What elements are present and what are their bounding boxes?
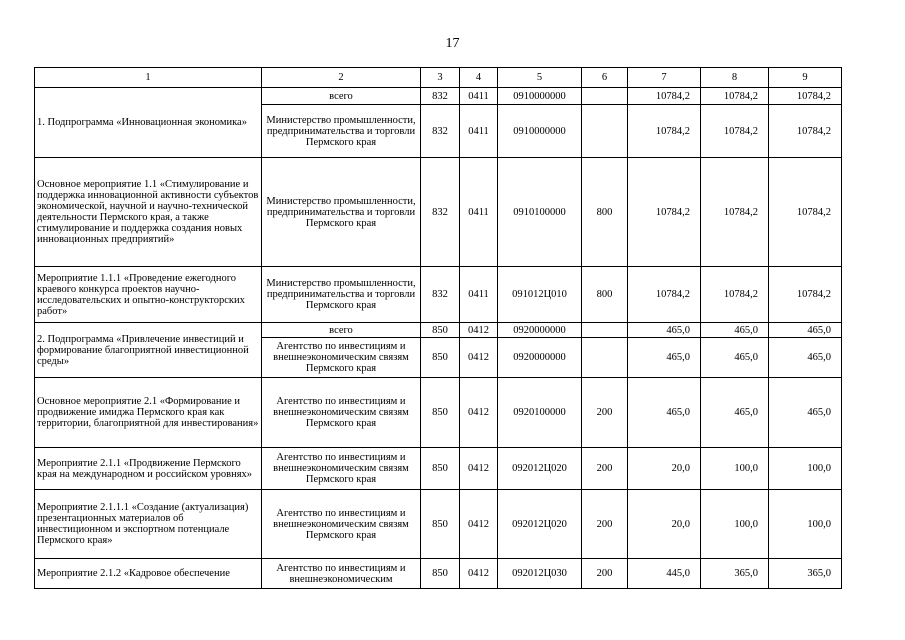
table-row bbox=[35, 158, 842, 267]
column-header: 5 bbox=[498, 68, 582, 88]
activity-title: Мероприятие 2.1.2 «Кадровое обеспечение bbox=[35, 559, 262, 589]
cell: 10784,2 bbox=[701, 88, 769, 105]
cell: 0920000000 bbox=[498, 323, 582, 338]
cell: 465,0 bbox=[628, 378, 701, 448]
cell: 465,0 bbox=[701, 323, 769, 338]
cell: 0910100000 bbox=[498, 158, 582, 267]
cell: 200 bbox=[582, 448, 628, 490]
subprogram-title: 1. Подпрограмма «Инновационная экономика» bbox=[35, 88, 262, 158]
cell: 20,0 bbox=[628, 448, 701, 490]
cell: 092012Ц020 bbox=[498, 490, 582, 559]
table-row bbox=[35, 267, 842, 323]
cell: 465,0 bbox=[769, 338, 842, 378]
responsible-cell: Министерство промышленности, предпринимательства и торговли Пермского края bbox=[262, 267, 421, 323]
cell: 10784,2 bbox=[769, 158, 842, 267]
responsible-cell: Агентство по инвестициям и внешнеэкономическим связям Пермского края bbox=[262, 378, 421, 448]
responsible-cell: Министерство промышленности, предпринимательства и торговли Пермского края bbox=[262, 158, 421, 267]
cell: 465,0 bbox=[701, 338, 769, 378]
column-header: 4 bbox=[460, 68, 498, 88]
column-header: 2 bbox=[262, 68, 421, 88]
cell: 0412 bbox=[460, 323, 498, 338]
cell: 091012Ц010 bbox=[498, 267, 582, 323]
responsible-cell: Агентство по инвестициям и внешнеэкономическим связям Пермского края bbox=[262, 448, 421, 490]
activity-title: Мероприятие 2.1.1 «Продвижение Пермского края на международном и российском уровнях» bbox=[35, 448, 262, 490]
column-header: 9 bbox=[769, 68, 842, 88]
activity-title: Основное мероприятие 2.1 «Формирование и продвижение имиджа Пермского края как территории, благоприятной для инвестирования» bbox=[35, 378, 262, 448]
cell: 10784,2 bbox=[628, 88, 701, 105]
cell: 10784,2 bbox=[701, 267, 769, 323]
cell: 0910000000 bbox=[498, 105, 582, 158]
cell: 10784,2 bbox=[628, 267, 701, 323]
cell: 100,0 bbox=[769, 490, 842, 559]
table-row bbox=[35, 323, 842, 338]
responsible-cell: всего bbox=[262, 323, 421, 338]
cell: 365,0 bbox=[701, 559, 769, 589]
cell: 200 bbox=[582, 490, 628, 559]
responsible-cell: Агентство по инвестициям и внешнеэкономическим связям Пермского края bbox=[262, 490, 421, 559]
cell: 0412 bbox=[460, 490, 498, 559]
cell: 0412 bbox=[460, 378, 498, 448]
cell: 0411 bbox=[460, 267, 498, 323]
cell: 850 bbox=[421, 448, 460, 490]
cell: 800 bbox=[582, 158, 628, 267]
column-header: 7 bbox=[628, 68, 701, 88]
cell: 850 bbox=[421, 378, 460, 448]
table-header-row bbox=[35, 68, 842, 88]
table-row bbox=[35, 378, 842, 448]
cell: 10784,2 bbox=[628, 105, 701, 158]
cell bbox=[582, 338, 628, 378]
cell: 465,0 bbox=[769, 378, 842, 448]
cell: 365,0 bbox=[769, 559, 842, 589]
cell: 465,0 bbox=[628, 323, 701, 338]
cell: 10784,2 bbox=[701, 158, 769, 267]
cell: 832 bbox=[421, 267, 460, 323]
cell: 850 bbox=[421, 338, 460, 378]
column-header: 8 bbox=[701, 68, 769, 88]
table-row bbox=[35, 490, 842, 559]
cell: 10784,2 bbox=[701, 105, 769, 158]
cell: 0412 bbox=[460, 448, 498, 490]
budget-table bbox=[34, 67, 842, 589]
cell bbox=[582, 88, 628, 105]
cell: 850 bbox=[421, 323, 460, 338]
cell: 0412 bbox=[460, 338, 498, 378]
responsible-cell: всего bbox=[262, 88, 421, 105]
table-row bbox=[35, 448, 842, 490]
cell: 0411 bbox=[460, 105, 498, 158]
responsible-cell: Агентство по инвестициям и внешнеэкономическим связям Пермского края bbox=[262, 338, 421, 378]
cell: 10784,2 bbox=[769, 88, 842, 105]
cell: 0411 bbox=[460, 88, 498, 105]
table-row bbox=[35, 559, 842, 589]
cell bbox=[582, 105, 628, 158]
responsible-cell: Агентство по инвестициям и внешнеэкономическим bbox=[262, 559, 421, 589]
cell: 465,0 bbox=[628, 338, 701, 378]
cell: 20,0 bbox=[628, 490, 701, 559]
cell: 200 bbox=[582, 559, 628, 589]
cell bbox=[582, 323, 628, 338]
cell: 100,0 bbox=[701, 490, 769, 559]
column-header: 1 bbox=[35, 68, 262, 88]
cell: 100,0 bbox=[769, 448, 842, 490]
subprogram-title: 2. Подпрограмма «Привлечение инвестиций и формирование благоприятной инвестиционной среды» bbox=[35, 323, 262, 378]
cell: 100,0 bbox=[701, 448, 769, 490]
cell: 10784,2 bbox=[769, 105, 842, 158]
table-row bbox=[35, 88, 842, 105]
responsible-cell: Министерство промышленности, предпринимательства и торговли Пермского края bbox=[262, 105, 421, 158]
cell: 832 bbox=[421, 158, 460, 267]
cell: 800 bbox=[582, 267, 628, 323]
cell: 0910000000 bbox=[498, 88, 582, 105]
cell: 10784,2 bbox=[628, 158, 701, 267]
activity-title: Основное мероприятие 1.1 «Стимулирование и поддержка инновационной активности субъектов экономической, научной и научно-технической деятельности Пермского края, а также стимулирование и поддержка создания новых инновационных предприятий» bbox=[35, 158, 262, 267]
cell: 092012Ц030 bbox=[498, 559, 582, 589]
cell: 0412 bbox=[460, 559, 498, 589]
activity-title: Мероприятие 2.1.1.1 «Создание (актуализация) презентационных материалов об инвестиционном и экспортном потенциале Пермского края» bbox=[35, 490, 262, 559]
cell: 0920000000 bbox=[498, 338, 582, 378]
column-header: 3 bbox=[421, 68, 460, 88]
activity-title: Мероприятие 1.1.1 «Проведение ежегодного краевого конкурса проектов научно-исследовательских и опытно-конструкторских работ» bbox=[35, 267, 262, 323]
cell: 10784,2 bbox=[769, 267, 842, 323]
page-number: 17 bbox=[445, 36, 460, 51]
cell: 0920100000 bbox=[498, 378, 582, 448]
cell: 850 bbox=[421, 559, 460, 589]
cell: 850 bbox=[421, 490, 460, 559]
cell: 200 bbox=[582, 378, 628, 448]
cell: 465,0 bbox=[701, 378, 769, 448]
cell: 832 bbox=[421, 88, 460, 105]
column-header: 6 bbox=[582, 68, 628, 88]
cell: 0411 bbox=[460, 158, 498, 267]
cell: 092012Ц020 bbox=[498, 448, 582, 490]
cell: 465,0 bbox=[769, 323, 842, 338]
cell: 445,0 bbox=[628, 559, 701, 589]
cell: 832 bbox=[421, 105, 460, 158]
